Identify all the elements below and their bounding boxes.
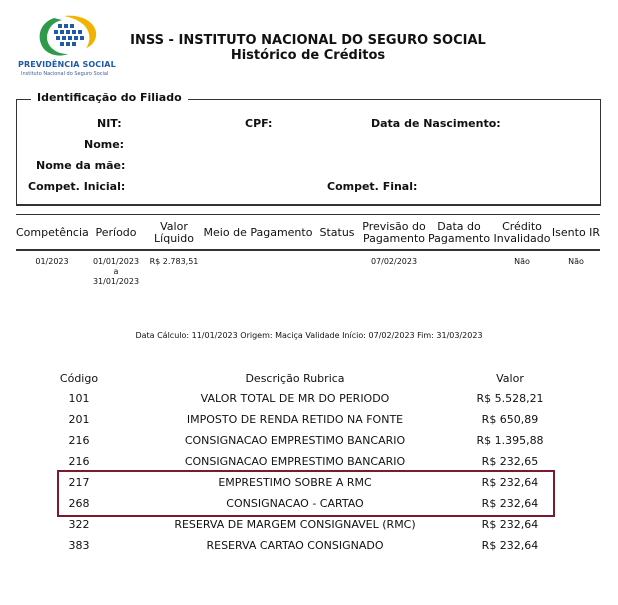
th-periodo: Período [95, 226, 137, 239]
rubrica-row [0, 515, 618, 536]
rubrica-valor: R$ 232,64 [481, 476, 539, 489]
th-valor-line1: Valor [160, 220, 188, 233]
rubrica-descricao: EMPRESTIMO SOBRE A RMC [218, 476, 372, 489]
rubrica-descricao: RESERVA CARTAO CONSIGNADO [206, 539, 384, 552]
th-valor-line2: Líquido [154, 232, 194, 245]
th-competencia: Competência [16, 226, 89, 239]
table-top-rule [16, 214, 600, 215]
previdencia-logo [18, 14, 122, 80]
td-isento-ir: Não [568, 257, 584, 266]
th-credito-line1: Crédito [502, 220, 542, 233]
nome-mae-label: Nome da mãe: [36, 159, 126, 172]
rubrica-descricao: VALOR TOTAL DE MR DO PERIODO [200, 392, 390, 405]
page-subtitle: Histórico de Créditos [230, 48, 386, 63]
rubrica-valor: R$ 232,64 [481, 518, 539, 531]
rubrica-header-codigo: Código [59, 372, 99, 385]
rubrica-codigo: 216 [68, 434, 90, 447]
rubrica-valor: R$ 232,64 [481, 539, 539, 552]
compet-inicial-label: Compet. Inicial: [28, 180, 126, 193]
rubrica-descricao: RESERVA DE MARGEM CONSIGNAVEL (RMC) [174, 518, 416, 531]
nit-label: NIT: [97, 117, 122, 130]
td-credito-invalidado: Não [514, 257, 530, 266]
th-credito-invalidado [492, 221, 552, 245]
th-previsao [360, 221, 428, 245]
rubrica-codigo: 201 [68, 413, 90, 426]
identificacao-legend: Identificação do Filiado [31, 91, 188, 104]
rubrica-header-descricao: Descrição Rubrica [245, 372, 345, 385]
th-meio-pagamento: Meio de Pagamento [203, 226, 313, 239]
data-nascimento-label: Data de Nascimento: [371, 117, 501, 130]
rubrica-valor: R$ 232,65 [481, 455, 539, 468]
rubrica-descricao: CONSIGNACAO - CARTAO [226, 497, 364, 510]
th-data-pagamento [428, 221, 490, 245]
rubrica-row [0, 536, 618, 557]
rubrica-row [0, 410, 618, 431]
rubrica-codigo: 268 [68, 497, 90, 510]
rubrica-codigo: 383 [68, 539, 90, 552]
rubrica-valor: R$ 650,89 [481, 413, 539, 426]
rubrica-valor: R$ 1.395,88 [476, 434, 544, 447]
rubrica-codigo: 101 [68, 392, 90, 405]
th-data-line1: Data do [437, 220, 481, 233]
td-periodo-ini: 01/01/2023 [92, 257, 140, 266]
calculo-info: Data Cálculo: 11/01/2023 Origem: Maciça Validade Início: 07/02/2023 Fim: 31/03/2023 [135, 331, 483, 340]
table-header-rule [16, 249, 600, 251]
previdencia-logo-icon [34, 14, 100, 58]
rubrica-codigo: 217 [68, 476, 90, 489]
cpf-label: CPF: [245, 117, 273, 130]
td-previsao: 07/02/2023 [370, 257, 418, 266]
rubrica-valor: R$ 232,64 [481, 497, 539, 510]
rubrica-descricao: CONSIGNACAO EMPRESTIMO BANCARIO [184, 455, 406, 468]
th-status: Status [319, 226, 355, 239]
th-previsao-line2: Pagamento [362, 232, 426, 245]
rubrica-row [0, 431, 618, 452]
td-periodo [86, 257, 146, 287]
td-competencia: 01/2023 [35, 257, 69, 266]
highlight-box [57, 470, 555, 517]
page-title: INSS - INSTITUTO NACIONAL DO SEGURO SOCIAL [130, 33, 486, 48]
th-isento-ir: Isento IR [551, 226, 601, 239]
th-valor [146, 221, 202, 245]
compet-final-label: Compet. Final: [327, 180, 418, 193]
rubrica-descricao: IMPOSTO DE RENDA RETIDO NA FONTE [186, 413, 404, 426]
rubrica-codigo: 322 [68, 518, 90, 531]
rubrica-valor: R$ 5.528,21 [476, 392, 544, 405]
identificacao-fieldset [16, 91, 601, 206]
td-periodo-fim: 31/01/2023 [92, 277, 140, 286]
logo-subtitle: Instituto Nacional do Seguro Social [21, 71, 109, 77]
rubrica-header-valor: Valor [496, 372, 524, 385]
td-valor: R$ 2.783,51 [149, 257, 199, 266]
rubrica-row [0, 389, 618, 410]
th-previsao-line1: Previsão do [362, 220, 426, 233]
logo-title: PREVIDÊNCIA SOCIAL [18, 60, 116, 69]
nome-label: Nome: [84, 138, 125, 151]
td-periodo-a: a [113, 267, 119, 276]
rubrica-descricao: CONSIGNACAO EMPRESTIMO BANCARIO [184, 434, 406, 447]
rubrica-codigo: 216 [68, 455, 90, 468]
th-credito-line2: Invalidado [493, 232, 551, 245]
th-data-line2: Pagamento [428, 232, 491, 245]
